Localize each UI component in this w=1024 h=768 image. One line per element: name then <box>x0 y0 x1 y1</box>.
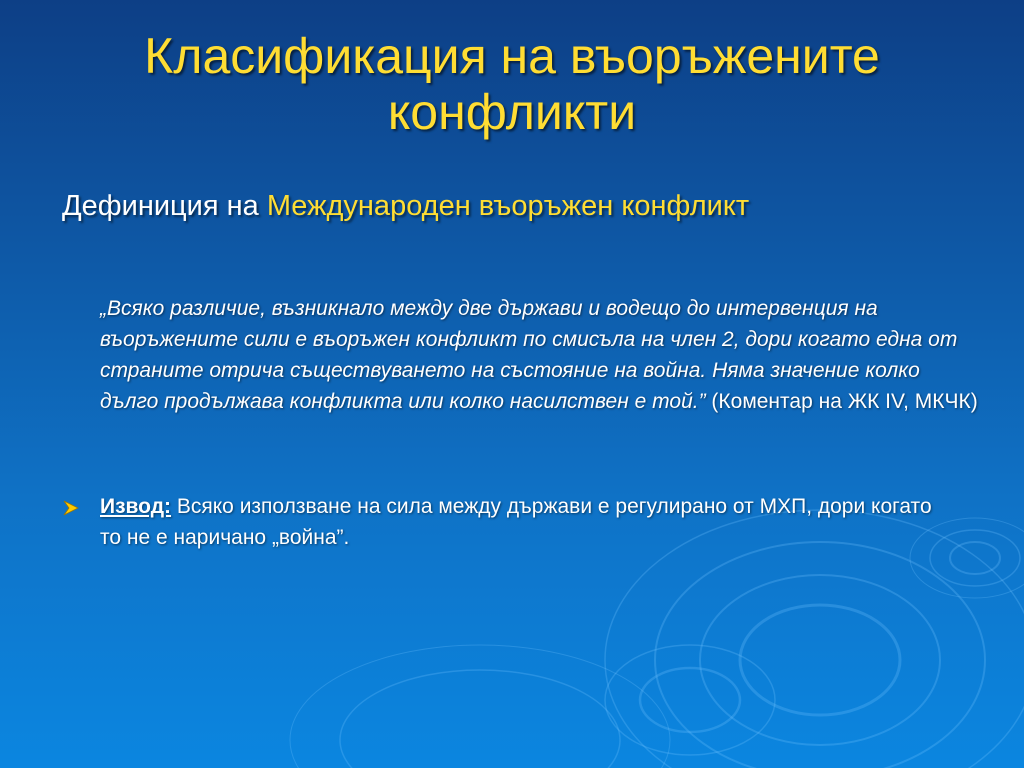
arrowhead-bullet-icon <box>62 499 80 517</box>
definition-quote <box>100 293 980 417</box>
slide-title: Класификация на въоръжените конфликти <box>144 28 880 140</box>
slide-subtitle <box>62 188 749 224</box>
conclusion-body: Всяко използване на сила между държави е регулирано от МХП, дори когато то не е наричано „война”. <box>100 495 932 549</box>
quote-source: (Коментар на ЖК IV, МКЧК) <box>705 390 978 413</box>
quote-text: „Всяко различие, възникнало между две държави и водещо до интервенция на въоръжените сили е въоръжен конфликт по смисъла на член 2, дори когато една от страните отрича съществуването на състояние на война. Няма значение колко дълго продължава конфликта или колко насилствен е той.” <box>100 297 958 413</box>
conclusion-label: Извод: <box>100 495 172 518</box>
subtitle-highlight: Международен въоръжен конфликт <box>266 190 750 222</box>
subtitle-prefix: Дефиниция на <box>62 190 267 222</box>
conclusion-text <box>100 491 950 553</box>
